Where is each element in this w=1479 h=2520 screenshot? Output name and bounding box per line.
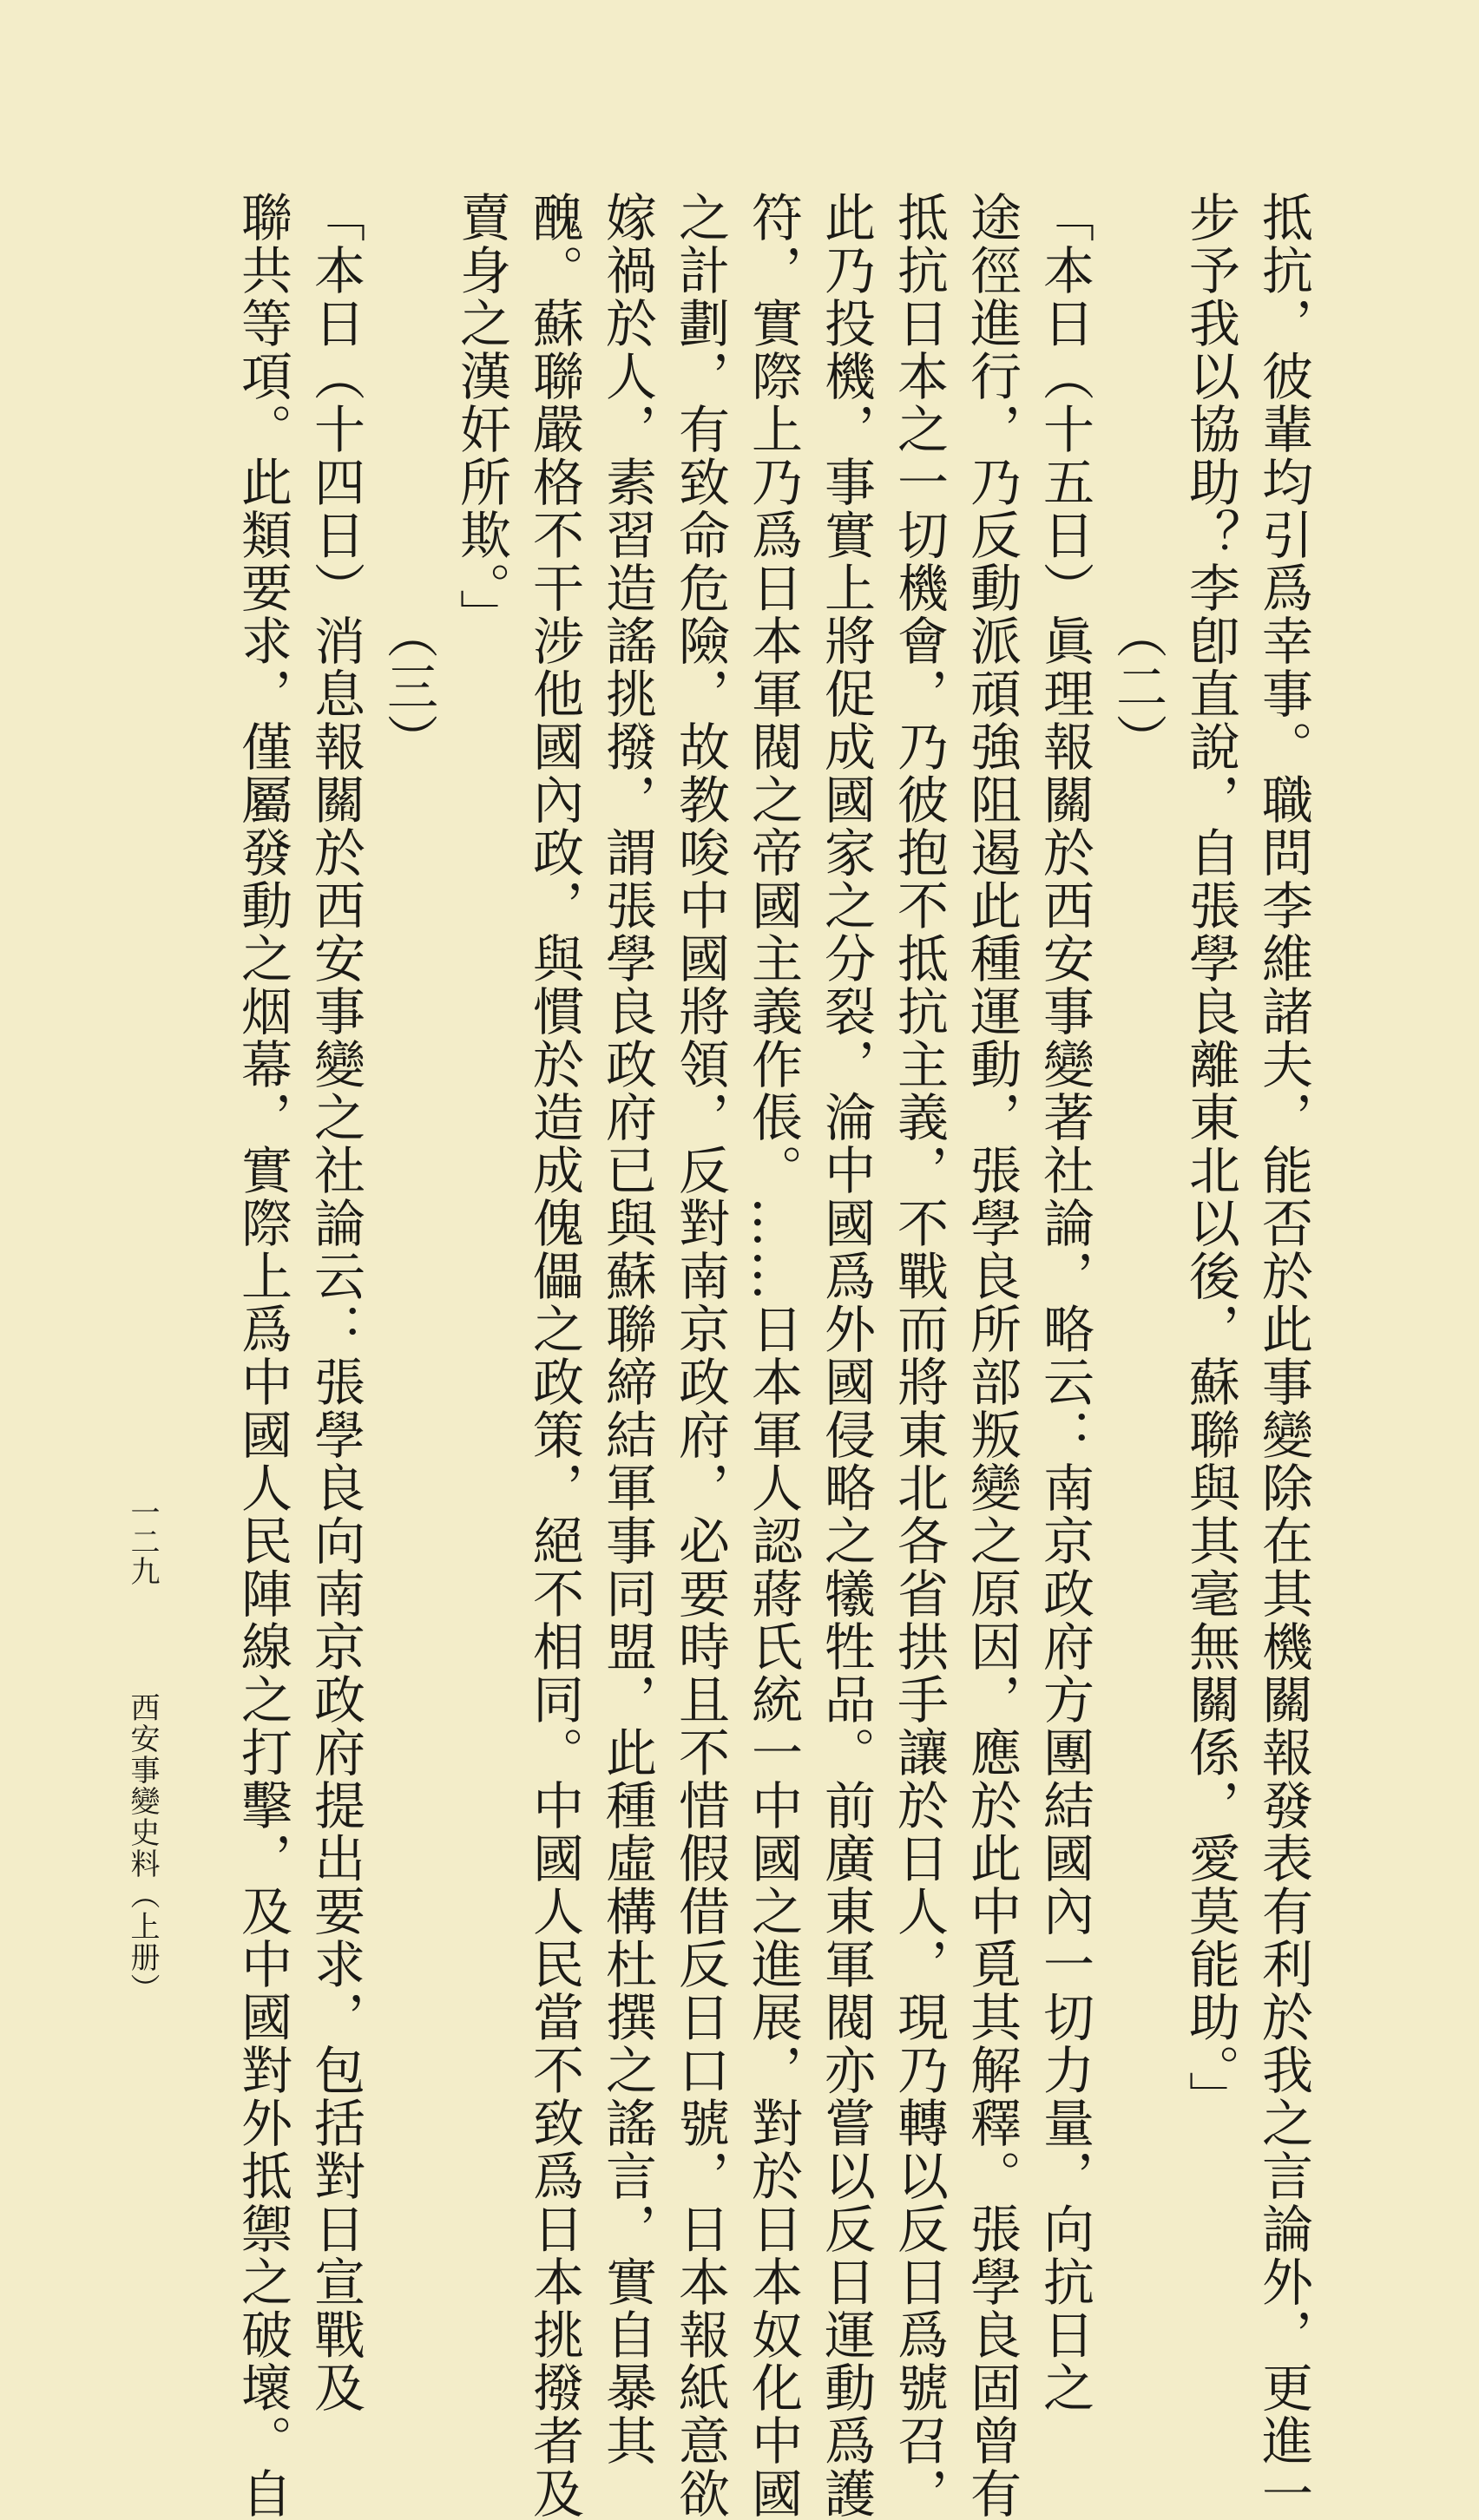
text-column: 之計劃，有致命危險，故教唆中國將領，反對南京政府，必要時且不惜假借反日口號，日本報紙意欲: [670, 191, 730, 2520]
text-column: 「本日（十五日）眞理報關於西安事變著社論，略云：南京政府方團結國內一切力量，向抗日之: [1035, 191, 1094, 2414]
text-column: 步予我以協助？李卽直說，自張學良離東北以後，蘇聯與其毫無關係，愛莫能助。」: [1180, 191, 1240, 2124]
text-column: 此乃投機，事實上將促成國家之分裂，淪中國爲外國侵略之犧牲品。前廣東軍閥亦嘗以反日運動爲護: [816, 191, 876, 2520]
text-column: 聯共等項。此類要求，僅屬發動之烟幕，實際上爲中國人民陣線之打擊，及中國對外抵禦之破壞。自: [233, 191, 293, 2520]
section-heading-2: （二）: [1108, 607, 1167, 766]
page-number: 一二九: [125, 1497, 160, 1585]
text-column: 嫁禍於人，素習造謠挑撥，謂張學良政府已與蘇聯締結軍事同盟，此種虛構杜撰之謠言，實自暴其: [597, 191, 657, 2467]
text-column: 抵抗，彼輩均引爲幸事。職問李維諸夫，能否於此事變除在其機關報發表有利於我之言論外，更進一: [1253, 191, 1313, 2520]
text-column: 符，實際上乃爲日本軍閥之帝國主義作倀。……日本軍人認蔣氏統一中國之進展，對於日本奴化中國: [743, 191, 803, 2520]
text-column: 途徑進行，乃反動派頑強阻遏此種運動，張學良所部叛變之原因，應於此中覓其解釋。張學良固曾有: [962, 191, 1022, 2520]
text-column: 抵抗日本之一切機會，乃彼抱不抵抗主義，不戰而將東北各省拱手讓於日人，現乃轉以反日爲號召，: [889, 191, 949, 2520]
text-column: 「本日（十四日）消息報關於西安事變之社論云：張學良向南京政府提出要求，包括對日宣戰及: [306, 191, 365, 2414]
text-column: 醜。蘇聯嚴格不干涉他國內政，與慣於造成傀儡之政策，絕不相同。中國人民當不致爲日本挑撥者及: [524, 191, 584, 2520]
section-heading-3: （三）: [378, 607, 438, 766]
body-text: [174, 191, 1319, 2520]
text-column: 賣身之漢奸所欺。」: [451, 191, 511, 642]
book-title-footer: 西安事變史料（上册）: [125, 1692, 160, 2005]
